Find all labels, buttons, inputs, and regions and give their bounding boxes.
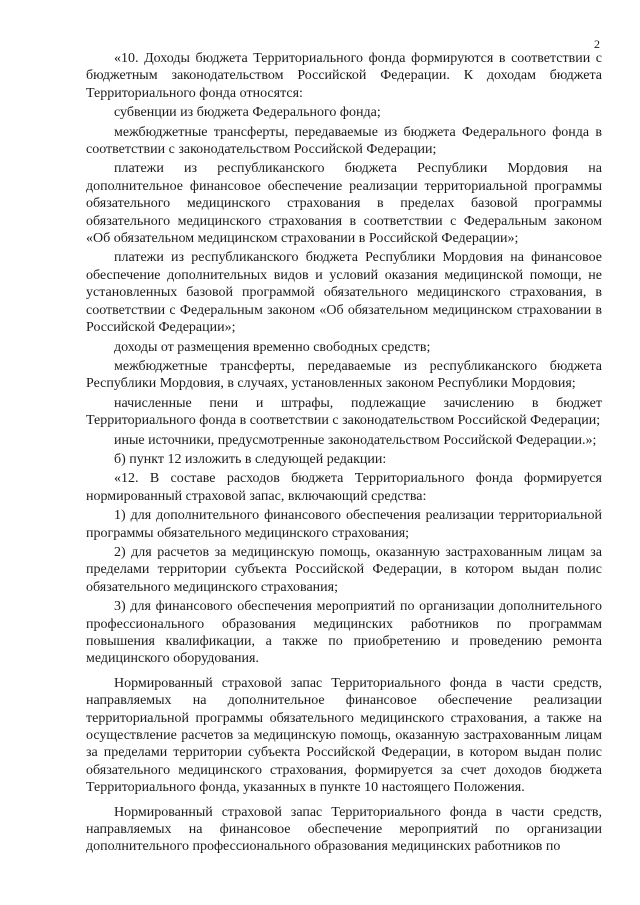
list-item-republic-payments-additional: платежи из республиканского бюджета Республики Мордовия на финансовое обеспечение дополнительных видов и условий оказания медицинской помощи, не установленных базовой программой обязательного медицинского страхования, в соответствии с Федеральным законом «Об обязательном медицинском страховании в Российской Федерации»;	[86, 250, 602, 336]
amendment-intro: б) пункт 12 изложить в следующей редакции:	[114, 451, 387, 467]
page-number: 2	[594, 37, 600, 51]
reserve-education-paragraph: Нормированный страховой запас Территориального фонда в части средств, направляемых на финансовое обеспечение мероприятий по организации дополнительного профессионального образования медицинских работников по	[86, 804, 602, 855]
list-item-penalties: начисленные пени и штрафы, подлежащие зачислению в бюджет Территориального фонда в соответствии с законодательством Российской Федерации;	[86, 395, 602, 429]
document-body	[86, 50, 602, 856]
list-item-republic-payments-base: платежи из республиканского бюджета Республики Мордовия на дополнительное финансовое обеспечение реализации территориальной программы обязательного медицинского страхования в пределах базовой программы обязательного медицинского страхования в соответствии с Федеральным законом «Об обязательном медицинском страховании в Российской Федерации»;	[86, 161, 602, 247]
paragraph-12-intro: «12. В составе расходов бюджета Территориального фонда формируется нормированный страховой запас, включающий средства:	[86, 471, 602, 504]
reserve-item-3: 3) для финансового обеспечения мероприятий по организации дополнительного профессионального образования медицинских работников по программам повышения квалификации, а также по приобретению и проведению ремонта медицинского оборудования.	[86, 599, 602, 667]
list-item-republic-transfers: межбюджетные трансферты, передаваемые из республиканского бюджета Республики Мордовия, в случаях, установленных законом Республики Мордовия;	[86, 358, 602, 392]
list-item-placement-income: доходы от размещения временно свободных средств;	[114, 339, 431, 355]
list-item-federal-transfers: межбюджетные трансферты, передаваемые из бюджета Федерального фонда в соответствии с законодательством Российской Федерации;	[86, 124, 602, 158]
list-item-other-sources: иные источники, предусмотренные законодательством Российской Федерации.»;	[114, 432, 597, 448]
reserve-item-2: 2) для расчетов за медицинскую помощь, оказанную застрахованным лицам за пределами территории субъекта Российской Федерации, в котором выдан полис обязательного медицинского страхования;	[86, 544, 602, 595]
paragraph-10-intro: «10. Доходы бюджета Территориального фонда формируются в соответствии с бюджетным законодательством Российской Федерации. К доходам бюджета Территориального фонда относятся:	[86, 51, 602, 101]
reserve-item-1: 1) для дополнительного финансового обеспечения реализации территориальной программы обязательного медицинского страхования;	[86, 508, 602, 541]
reserve-formation-paragraph: Нормированный страховой запас Территориального фонда в части средств, направляемых на дополнительное финансовое обеспечение реализации территориальной программы обязательного медицинского страхования, а также на осуществление расчетов за медицинскую помощь, оказанную застрахованным лицам за пределами территории субъекта Российской Федерации, в котором выдан полис обязательного медицинского страхования, формируется за счет доходов бюджета Территориального фонда, указанных в пункте 10 настоящего Положения.	[86, 675, 602, 796]
list-item-subventions: субвенции из бюджета Федерального фонда;	[114, 105, 381, 121]
